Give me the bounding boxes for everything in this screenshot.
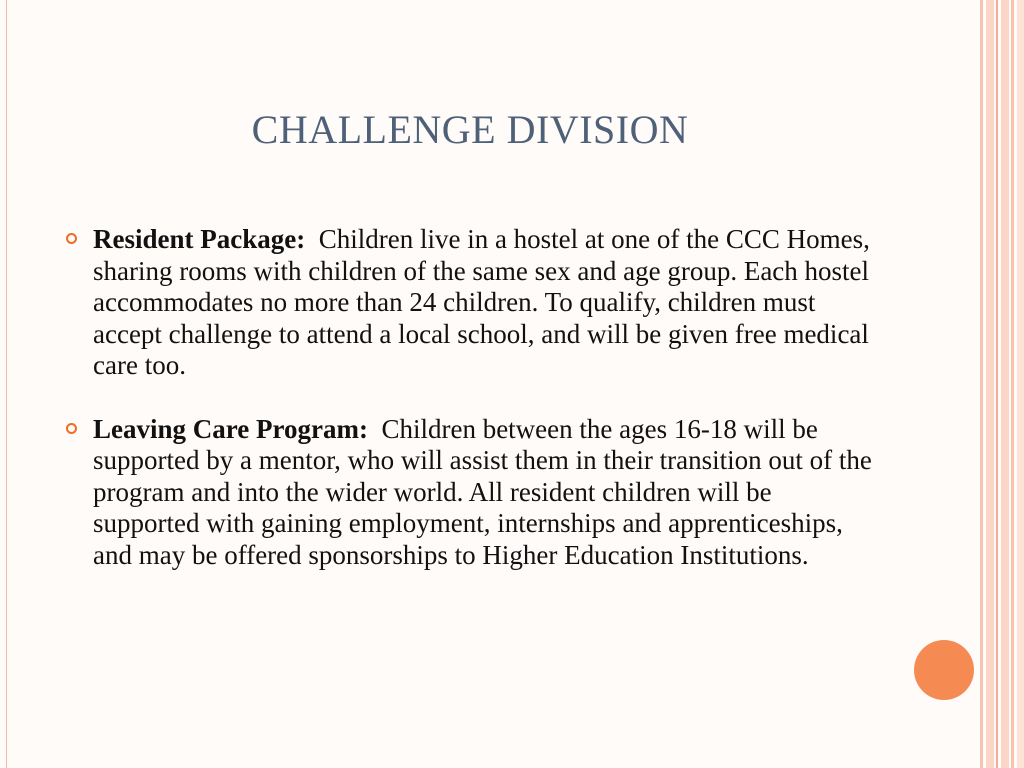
slide-frame-right-stripes xyxy=(980,0,1024,768)
bullet-leaving-care-program xyxy=(62,414,882,572)
bullet-resident-package xyxy=(62,224,882,382)
bullet-text: Children live in a hostel at one of the CCC Homes, sharing rooms with children of the same sex and age group. Each hostel accommodates no more than 24 children. To qualify, children must accept challenge to attend a local school, and will be given free medical care too. xyxy=(93,224,870,380)
ring-bullet-icon xyxy=(66,233,77,244)
bullet-text: Children between the ages 16-18 will be supported by a mentor, who will assist them in their transition out of the program and into the wider world. All resident children will be supported with gaining employment, internships and apprenticeships, and may be offered sponsorships to Higher Education Institutions. xyxy=(93,413,872,570)
ring-bullet-icon xyxy=(66,423,77,434)
bullet-lead: Resident Package: xyxy=(93,224,306,254)
slide-title: CHALLENGE DIVISION xyxy=(251,107,689,152)
decorative-circle xyxy=(914,640,974,700)
bullet-lead: Leaving Care Program: xyxy=(93,413,368,444)
bullet-list xyxy=(62,224,882,603)
